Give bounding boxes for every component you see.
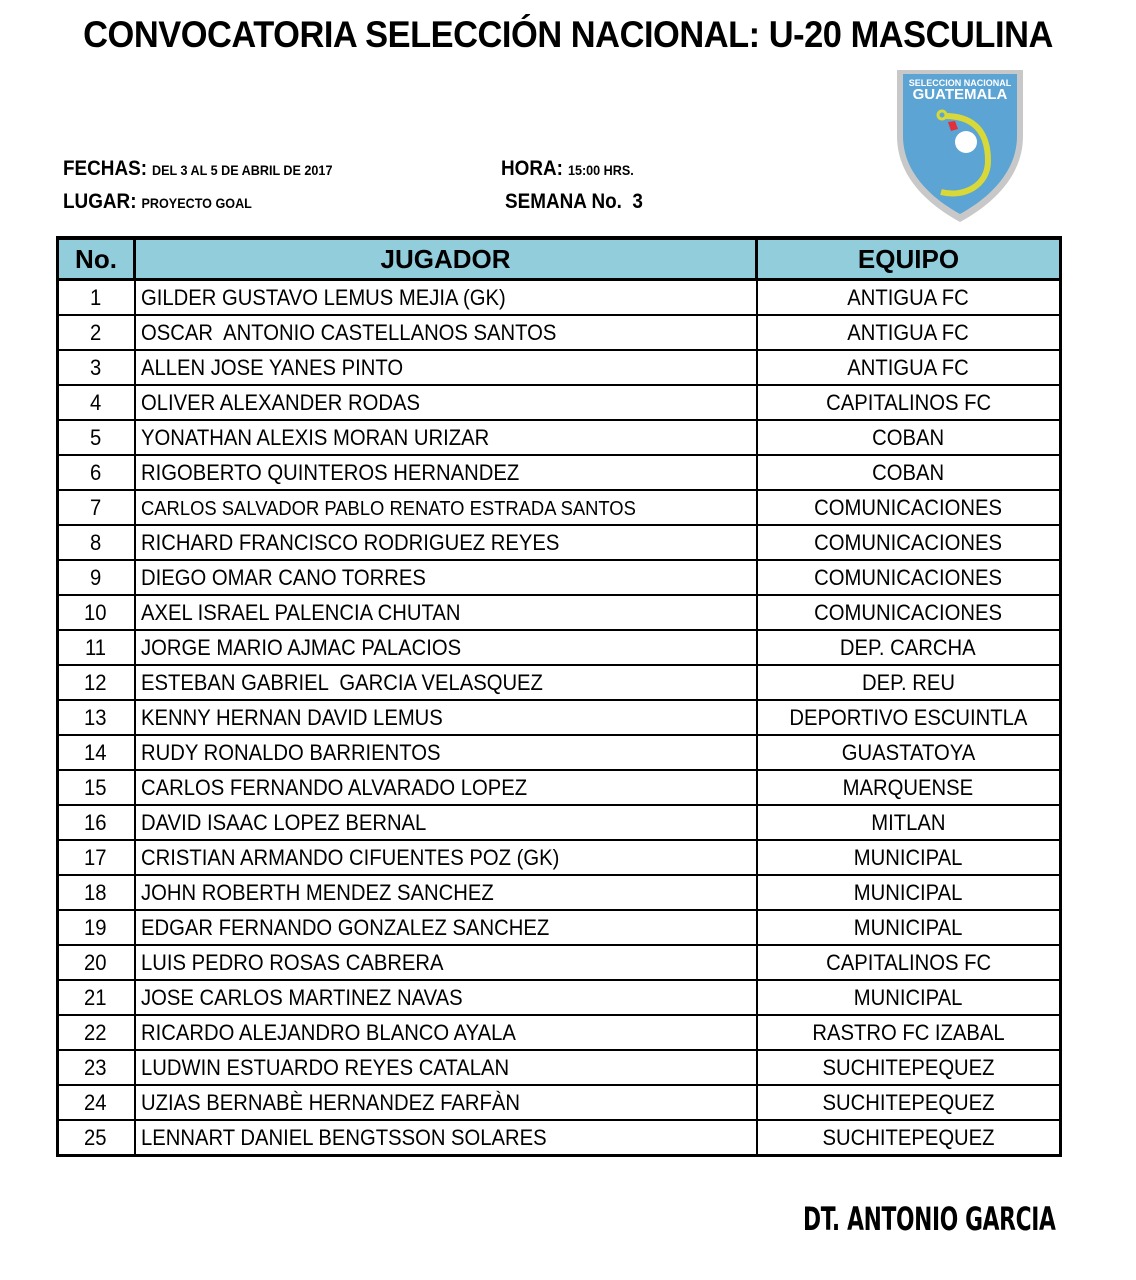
table-row — [58, 525, 1061, 560]
column-header-jugador: JUGADOR — [135, 238, 757, 280]
player-team-text: MARQUENSE — [843, 774, 974, 800]
player-number — [58, 560, 135, 595]
player-number — [58, 665, 135, 700]
player-team-text: COMUNICACIONES — [814, 529, 1003, 555]
player-team — [757, 630, 1061, 665]
player-name — [135, 1120, 757, 1156]
player-number-text: 1 — [90, 284, 102, 310]
player-team — [757, 945, 1061, 980]
player-number — [58, 280, 135, 316]
table-row — [58, 630, 1061, 665]
player-name-text: LUDWIN ESTUARDO REYES CATALAN — [140, 1054, 509, 1080]
table-row — [58, 770, 1061, 805]
player-name — [135, 525, 757, 560]
table-row — [58, 910, 1061, 945]
player-name — [135, 805, 757, 840]
player-number-text: 14 — [84, 739, 107, 765]
player-team-text: COMUNICACIONES — [814, 564, 1003, 590]
player-number-text: 3 — [90, 354, 102, 380]
player-name-text: RICHARD FRANCISCO RODRIGUEZ REYES — [140, 529, 559, 555]
player-name — [135, 735, 757, 770]
player-team — [757, 315, 1061, 350]
player-name-text: LENNART DANIEL BENGTSSON SOLARES — [140, 1124, 547, 1150]
player-number — [58, 315, 135, 350]
player-team — [757, 280, 1061, 316]
table-row — [58, 1120, 1061, 1156]
player-number-text: 8 — [90, 529, 102, 555]
lugar-value: PROYECTO GOAL — [141, 195, 252, 211]
table-row — [58, 420, 1061, 455]
player-number-text: 5 — [90, 424, 102, 450]
table-row — [58, 665, 1061, 700]
player-number — [58, 490, 135, 525]
player-name-text: OLIVER ALEXANDER RODAS — [140, 389, 420, 415]
player-team — [757, 875, 1061, 910]
player-team-text: MUNICIPAL — [853, 914, 963, 940]
player-team-text: SUCHITEPEQUEZ — [822, 1124, 995, 1150]
page-title: CONVOCATORIA SELECCIÓN NACIONAL: U-20 MASCULINA — [83, 14, 1053, 55]
player-team-text: COMUNICACIONES — [814, 494, 1003, 520]
player-number — [58, 1085, 135, 1120]
player-team — [757, 490, 1061, 525]
player-team-text: ANTIGUA FC — [847, 354, 969, 380]
player-number-text: 11 — [84, 634, 106, 660]
table-row — [58, 840, 1061, 875]
player-number — [58, 1015, 135, 1050]
player-name — [135, 490, 757, 525]
player-number-text: 20 — [84, 949, 107, 975]
player-number — [58, 910, 135, 945]
player-name-text: ALLEN JOSE YANES PINTO — [140, 354, 403, 380]
table-row — [58, 980, 1061, 1015]
player-number-text: 19 — [84, 914, 107, 940]
table-row — [58, 490, 1061, 525]
player-name-text: LUIS PEDRO ROSAS CABRERA — [140, 949, 444, 975]
player-team-text: SUCHITEPEQUEZ — [822, 1054, 995, 1080]
player-team-text: DEP. CARCHA — [840, 634, 977, 660]
table-row — [58, 875, 1061, 910]
fechas-line — [63, 157, 332, 181]
player-number-text: 21 — [84, 984, 107, 1010]
table-row — [58, 280, 1061, 316]
player-number-text: 4 — [90, 389, 102, 415]
player-number-text: 2 — [90, 319, 102, 345]
table-header-row — [58, 238, 1061, 280]
table-row — [58, 595, 1061, 630]
player-name — [135, 420, 757, 455]
player-name — [135, 910, 757, 945]
player-team — [757, 455, 1061, 490]
player-number — [58, 840, 135, 875]
player-name — [135, 595, 757, 630]
player-team — [757, 665, 1061, 700]
player-team-text: DEPORTIVO ESCUINTLA — [789, 704, 1028, 730]
player-number — [58, 735, 135, 770]
player-number-text: 25 — [84, 1124, 107, 1150]
player-team-text: ANTIGUA FC — [847, 284, 969, 310]
player-team-text: MUNICIPAL — [853, 844, 963, 870]
player-team — [757, 525, 1061, 560]
player-team — [757, 1085, 1061, 1120]
player-team — [757, 595, 1061, 630]
player-name — [135, 945, 757, 980]
player-name — [135, 630, 757, 665]
player-number-text: 24 — [84, 1089, 107, 1115]
player-name — [135, 315, 757, 350]
player-team-text: COBAN — [872, 459, 945, 485]
player-team-text: COMUNICACIONES — [814, 599, 1003, 625]
fechas-value: DEL 3 AL 5 DE ABRIL DE 2017 — [152, 162, 333, 178]
player-number — [58, 875, 135, 910]
player-team-text: GUASTATOYA — [841, 739, 975, 765]
player-number-text: 18 — [84, 879, 107, 905]
player-number — [58, 525, 135, 560]
player-name-text: RUDY RONALDO BARRIENTOS — [140, 739, 441, 765]
player-team — [757, 420, 1061, 455]
player-number — [58, 420, 135, 455]
player-name — [135, 1085, 757, 1120]
player-team-text: RASTRO FC IZABAL — [812, 1019, 1005, 1045]
player-number-text: 16 — [84, 809, 107, 835]
player-team — [757, 1120, 1061, 1156]
player-name — [135, 840, 757, 875]
player-name — [135, 1050, 757, 1085]
table-row — [58, 560, 1061, 595]
player-team-text: ANTIGUA FC — [847, 319, 969, 345]
player-team — [757, 770, 1061, 805]
lugar-label: LUGAR: — [63, 190, 137, 213]
player-name-text: RICARDO ALEJANDRO BLANCO AYALA — [140, 1019, 516, 1045]
player-name — [135, 385, 757, 420]
table-row — [58, 455, 1061, 490]
player-number — [58, 770, 135, 805]
player-number-text: 10 — [84, 599, 107, 625]
player-name — [135, 980, 757, 1015]
player-name — [135, 1015, 757, 1050]
player-number — [58, 945, 135, 980]
player-number — [58, 385, 135, 420]
crest-line2: GUATEMALA — [912, 86, 1008, 103]
player-number-text: 12 — [84, 669, 107, 695]
player-team — [757, 350, 1061, 385]
table-row — [58, 315, 1061, 350]
player-team-text: MITLAN — [871, 809, 946, 835]
player-team — [757, 560, 1061, 595]
table-row — [58, 945, 1061, 980]
player-team — [757, 805, 1061, 840]
semana-label: SEMANA No. 3 — [505, 190, 643, 213]
player-team-text: CAPITALINOS FC — [825, 949, 991, 975]
player-team — [757, 980, 1061, 1015]
player-team — [757, 1015, 1061, 1050]
player-number-text: 6 — [90, 459, 102, 485]
player-number — [58, 350, 135, 385]
player-team-text: COBAN — [872, 424, 945, 450]
table-row — [58, 1050, 1061, 1085]
player-team — [757, 700, 1061, 735]
player-name-text: JOHN ROBERTH MENDEZ SANCHEZ — [140, 879, 494, 905]
crest-line1: SELECCION NACIONAL — [908, 78, 1012, 88]
lugar-line — [63, 190, 252, 214]
player-number-text: 15 — [84, 774, 107, 800]
player-number — [58, 455, 135, 490]
player-name-text: CARLOS SALVADOR PABLO RENATO ESTRADA SANTOS — [140, 497, 636, 520]
player-number-text: 23 — [84, 1054, 107, 1080]
table-row — [58, 735, 1061, 770]
player-name-text: JOSE CARLOS MARTINEZ NAVAS — [140, 984, 463, 1010]
player-name — [135, 455, 757, 490]
table-row — [58, 805, 1061, 840]
player-team-text: CAPITALINOS FC — [825, 389, 991, 415]
player-name-text: RIGOBERTO QUINTEROS HERNANDEZ — [140, 459, 519, 485]
hora-line — [501, 157, 634, 181]
column-header-no: No. — [58, 238, 135, 280]
player-number — [58, 595, 135, 630]
player-name — [135, 700, 757, 735]
column-header-equipo: EQUIPO — [757, 238, 1061, 280]
player-name-text: KENNY HERNAN DAVID LEMUS — [140, 704, 443, 730]
player-name-text: YONATHAN ALEXIS MORAN URIZAR — [140, 424, 489, 450]
player-name-text: GILDER GUSTAVO LEMUS MEJIA (GK) — [140, 284, 506, 310]
player-name — [135, 280, 757, 316]
player-team-text: SUCHITEPEQUEZ — [822, 1089, 995, 1115]
player-name-text: OSCAR ANTONIO CASTELLANOS SANTOS — [140, 319, 556, 345]
player-name-text: DAVID ISAAC LOPEZ BERNAL — [140, 809, 426, 835]
coach-signature: DT. ANTONIO GARCIA — [803, 1200, 1056, 1238]
player-name-text: EDGAR FERNANDO GONZALEZ SANCHEZ — [140, 914, 549, 940]
player-number — [58, 1050, 135, 1085]
player-number — [58, 980, 135, 1015]
player-name-text: CARLOS FERNANDO ALVARADO LOPEZ — [140, 774, 527, 800]
table-row — [58, 385, 1061, 420]
player-team — [757, 840, 1061, 875]
roster-table — [56, 236, 1062, 1157]
player-team-text: DEP. REU — [861, 669, 955, 695]
hora-label: HORA: — [501, 157, 563, 180]
player-name — [135, 665, 757, 700]
player-number-text: 13 — [84, 704, 107, 730]
player-name-text: DIEGO OMAR CANO TORRES — [140, 564, 426, 590]
player-team-text: MUNICIPAL — [853, 984, 963, 1010]
player-name-text: AXEL ISRAEL PALENCIA CHUTAN — [140, 599, 460, 625]
table-row — [58, 1015, 1061, 1050]
player-number — [58, 1120, 135, 1156]
player-number-text: 7 — [90, 494, 102, 520]
player-team — [757, 735, 1061, 770]
player-name-text: JORGE MARIO AJMAC PALACIOS — [140, 634, 461, 660]
federation-crest-logo — [893, 66, 1027, 224]
player-name — [135, 350, 757, 385]
player-name-text: UZIAS BERNABÈ HERNANDEZ FARFÀN — [140, 1089, 520, 1115]
table-row — [58, 700, 1061, 735]
player-team — [757, 910, 1061, 945]
player-number-text: 17 — [84, 844, 107, 870]
player-number — [58, 805, 135, 840]
player-number — [58, 630, 135, 665]
player-name-text: ESTEBAN GABRIEL GARCIA VELASQUEZ — [140, 669, 543, 695]
table-row — [58, 350, 1061, 385]
table-row — [58, 1085, 1061, 1120]
player-team — [757, 385, 1061, 420]
player-number-text: 9 — [90, 564, 102, 590]
player-number-text: 22 — [84, 1019, 107, 1045]
player-number — [58, 700, 135, 735]
player-name — [135, 770, 757, 805]
player-team-text: MUNICIPAL — [853, 879, 963, 905]
hora-value: 15:00 HRS. — [567, 162, 634, 178]
player-team — [757, 1050, 1061, 1085]
fechas-label: FECHAS: — [63, 157, 148, 180]
player-name-text: CRISTIAN ARMANDO CIFUENTES POZ (GK) — [140, 844, 559, 870]
player-name — [135, 560, 757, 595]
player-name — [135, 875, 757, 910]
